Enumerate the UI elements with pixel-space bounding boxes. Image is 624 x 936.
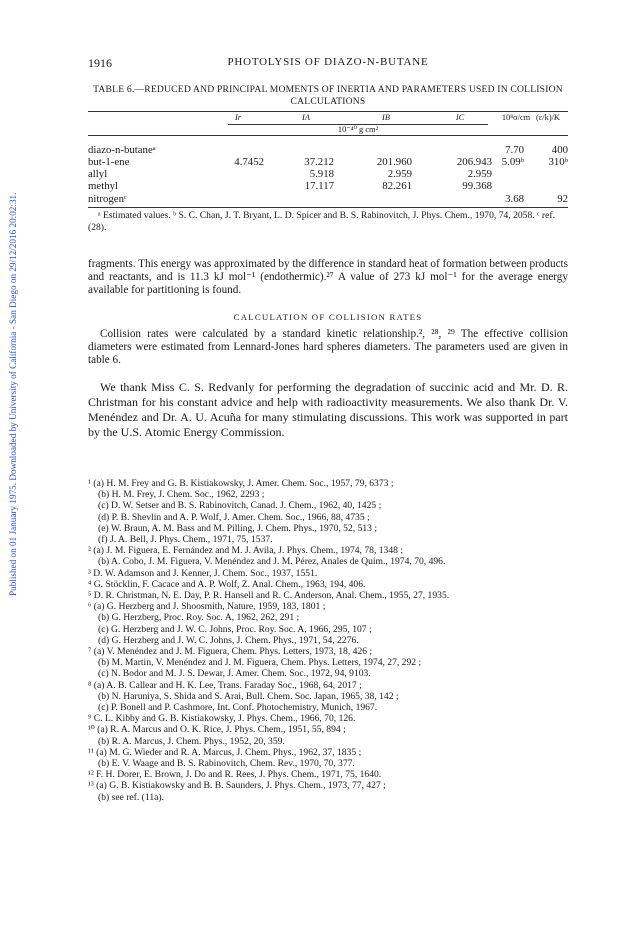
table-caption-line1: TABLE 6.—REDUCED AND PRINCIPAL MOMENTS OF INERTIA AND PARAMETERS USED IN COLLISION — [93, 84, 563, 95]
row-ia: 37.212 — [304, 156, 334, 168]
row-name: nitrogenᶜ — [88, 193, 127, 205]
reference-item: (b) H. M. Frey, J. Chem. Soc., 1962, 2293 ; — [98, 489, 265, 501]
row-eps: 92 — [557, 193, 568, 205]
col-head-ib: IB — [382, 113, 390, 122]
row-ib: 2.959 — [387, 168, 412, 180]
row-sigma: 5.09ᵇ — [501, 156, 524, 168]
reference-item: ¹ (a) H. M. Frey and G. B. Kistiakowsky, J. Amer. Chem. Soc., 1957, 79, 6373 ; — [88, 478, 394, 489]
reference-item: (f) J. A. Bell, J. Phys. Chem., 1971, 75, 1537. — [98, 534, 273, 546]
unit-label: 10⁻⁴⁰ g cm² — [337, 125, 379, 134]
reference-item: ⁴ G. Stöcklin, F. Cacace and A. P. Wolf, Z. Anal. Chem., 1963, 194, 406. — [88, 578, 366, 590]
reference-item: ¹³ (a) G. B. Kistiakowsky and B. B. Saunders, J. Phys. Chem., 1973, 77, 427 ; — [88, 780, 386, 792]
table-caption — [88, 84, 568, 108]
table-row — [88, 156, 568, 168]
table-row — [88, 168, 568, 180]
reference-item: ⁷ (a) V. Menéndez and J. M. Figuera, Chem. Phys. Letters, 1973, 18, 426 ; — [88, 646, 373, 658]
download-notice: Published on 01 January 1975. Downloaded by University of California - San Diego on 29/12/2016 20:02:31. — [8, 192, 18, 596]
col-head-ia: IA — [302, 113, 310, 122]
page-header — [88, 56, 568, 72]
reference-item: ³ D. W. Adamson and J. Kenner, J. Chem. Soc., 1937, 1551. — [88, 567, 318, 579]
table-row — [88, 144, 568, 156]
row-ir: 4.7452 — [234, 156, 264, 168]
reference-item: (e) W. Braun, A. M. Bass and M. Pilling, J. Chem. Phys., 1970, 52, 513 ; — [98, 522, 378, 534]
row-name: diazo-n-butaneᵃ — [88, 144, 156, 156]
reference-item: (c) N. Bodor and M. J. S. Dewar, J. Amer. Chem. Soc., 1972, 94, 9103. — [98, 668, 371, 680]
paragraph-acknowledgements: We thank Miss C. S. Redvanly for performing the degradation of succinic acid and Mr. D. R. Christman for his constant advice and help with radioactivity measurements. We also thank Dr. V. Menéndez and Dr. A. U. Acuña for many stimulating discussions. This work was supported in part by the U.S. Atomic Energy Commission. — [88, 380, 568, 439]
row-name: allyl — [88, 168, 108, 180]
reference-item: (b) see ref. (11a). — [98, 791, 164, 803]
reference-item: ⁵ D. R. Christman, N. E. Day, P. R. Hansell and R. C. Anderson, Anal. Chem., 1955, 27, 1935. — [88, 590, 450, 602]
reference-item: (b) E. V. Waage and B. S. Rabinovitch, Chem. Rev., 1970, 70, 377. — [98, 758, 355, 770]
unit-rule-bottom — [88, 135, 568, 136]
row-ic: 99.368 — [462, 180, 492, 192]
col-head-ir: Ir — [234, 113, 242, 122]
table-bottom-rule — [88, 207, 568, 208]
reference-item: ⁸ (a) A. B. Callear and H. K. Lee, Trans. Faraday Soc., 1968, 64, 2017 ; — [88, 679, 362, 691]
reference-item: ¹¹ (a) M. G. Wieder and R. A. Marcus, J. Chem. Phys., 1962, 37, 1835 ; — [88, 746, 362, 758]
table-footnote: ᵃ Estimated values. ᵇ S. C. Chan, J. T. Bryant, L. D. Spicer and B. S. Rabinovitch, J. Phys. Chem., 1970, 74, 2058. ᶜ ref. (28). — [88, 210, 555, 233]
reference-item: (b) M. Martin, V. Menéndez and J. M. Figuera, Chem. Phys. Letters, 1974, 27, 292 ; — [98, 657, 422, 669]
col-head-ic: IC — [455, 113, 465, 122]
row-name: methyl — [88, 180, 118, 192]
running-title: PHOTOLYSIS OF DIAZO-N-BUTANE — [227, 56, 429, 68]
table-top-rule — [88, 111, 568, 112]
reference-item: ² (a) J. M. Figuera, E. Fernández and M. J. Avila, J. Phys. Chem., 1974, 78, 1348 ; — [88, 545, 403, 557]
references-list — [88, 478, 568, 803]
reference-item: (d) G. Herzberg and J. W. C. Johns, J. Chem. Phys., 1971, 54, 2276. — [98, 634, 359, 646]
row-name: but-1-ene — [88, 156, 130, 168]
row-ia: 17.117 — [304, 180, 334, 192]
section-title: CALCULATION OF COLLISION RATES — [233, 312, 423, 322]
row-ia: 5.918 — [309, 168, 334, 180]
reference-item: ¹⁰ (a) R. A. Marcus and O. K. Rice, J. Phys. Chem., 1951, 55, 894 ; — [88, 724, 346, 736]
paragraph-fragments: fragments. This energy was approximated by the difference in standard heat of formation between products and reactants, and is 11.3 kJ mol⁻¹ (endothermic).²⁷ A value of 273 kJ mol⁻¹ for the average energy available for partitioning is found. — [88, 258, 568, 296]
reference-item: (b) R. A. Marcus, J. Chem. Phys., 1952, 20, 359. — [98, 735, 285, 747]
col-head-eps: (ε/k)/K — [536, 113, 560, 122]
page-number: 1916 — [88, 56, 112, 70]
row-ic: 2.959 — [467, 168, 492, 180]
reference-item: (d) P. B. Shevlin and A. P. Wolf, J. Amer. Chem. Soc., 1966, 88, 4735 ; — [98, 511, 370, 523]
reference-item: (b) N. Haruniya, S. Shida and S. Arai, Bull. Chem. Soc. Japan, 1965, 38, 142 ; — [98, 690, 399, 702]
row-ib: 82.261 — [382, 180, 412, 192]
row-eps: 400 — [551, 144, 568, 156]
row-sigma: 3.68 — [505, 193, 524, 205]
reference-item: (c) G. Herzberg and J. W. C. Johns, Proc. Roy. Soc. A, 1966, 295, 107 ; — [98, 623, 372, 635]
reference-item: ⁹ C. L. Kibby and G. B. Kistiakowsky, J. Phys. Chem., 1966, 70, 126. — [88, 713, 356, 725]
table-row — [88, 193, 568, 205]
row-eps: 310ᵇ — [548, 156, 568, 168]
reference-item: (c) P. Bonell and P. Cashmore, Int. Conf. Photochemistry, Munich, 1967. — [98, 702, 378, 714]
row-ib: 201.960 — [376, 156, 412, 168]
reference-item: (b) G. Herzberg, Proc. Roy. Soc. A, 1962, 262, 291 ; — [98, 612, 300, 624]
reference-item: (c) D. W. Setser and B. S. Rabinovitch, Canad. J. Chem., 1962, 40, 1425 ; — [98, 500, 382, 512]
table-caption-line2: CALCULATIONS — [290, 96, 366, 107]
row-sigma: 7.70 — [505, 144, 524, 156]
paragraph-collision: Collision rates were calculated by a standard kinetic relationship.², ²⁸, ²⁹ The effective collision diameters were estimated from Lennard-Jones hard spheres diameters. The parameters used are given in table 6. — [88, 328, 568, 366]
reference-item: ⁶ (a) G. Herzberg and J. Shoosmith, Nature, 1959, 183, 1801 ; — [88, 601, 326, 613]
col-head-sigma: 10⁸σ/cm — [501, 113, 531, 122]
reference-item: ¹² F. H. Dorer, E. Brown, J. Do and R. Rees, J. Phys. Chem., 1971, 75, 1640. — [88, 769, 382, 781]
row-ic: 206.943 — [456, 156, 492, 168]
table-row — [88, 180, 568, 192]
reference-item: (b) A. Cobo, J. M. Figuera, V. Menéndez and J. M. Pérez, Anales de Quím., 1974, 70, 496. — [98, 556, 446, 568]
